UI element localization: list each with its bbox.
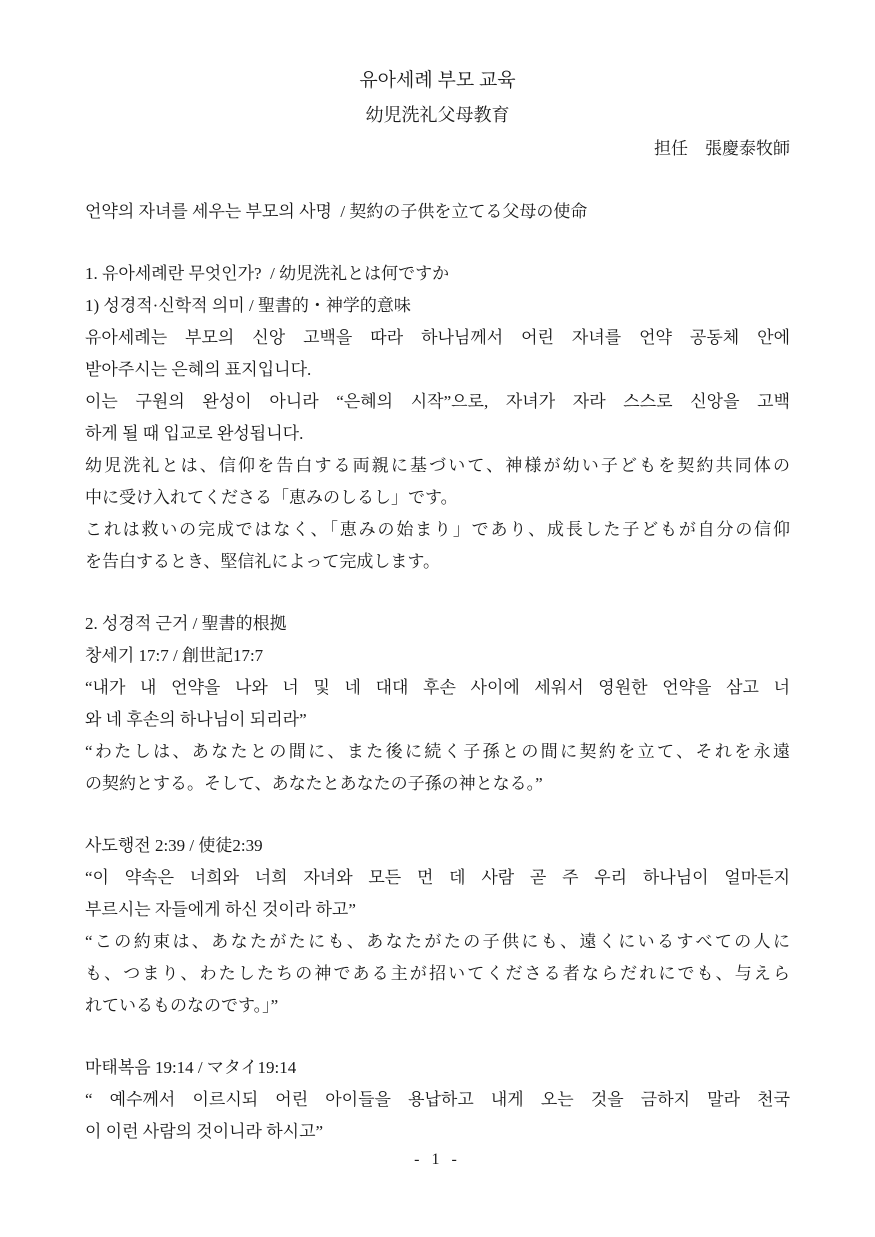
- text-line: 이는 구원의 완성이 아니라 “은혜의 시작”으로, 자녀가 자라 스스로 신앙을 고백: [85, 392, 790, 411]
- text-line: “わたしは、あなたとの間に、また後に続く子孫との間に契約を立て、それを永遠: [85, 742, 790, 761]
- scripture-ref-matthew: 마태복음 19:14 / マタイ19:14: [85, 1058, 297, 1077]
- text-line: “ 예수께서 이르시되 어린 아이들을 용납하고 내게 오는 것을 금하지 말라 천국: [85, 1090, 790, 1109]
- text-line: 와 네 후손의 하나님이 되리라”: [85, 710, 307, 729]
- section-2-heading: 2. 성경적 근거 / 聖書的根拠: [85, 614, 287, 633]
- text-line: を告白するとき、堅信礼によって完成します。: [85, 552, 440, 571]
- scripture-ref-genesis: 창세기 17:7 / 創世記17:7: [85, 646, 264, 665]
- text-line: “내가 내 언약을 나와 너 및 네 대대 후손 사이에 세워서 영원한 언약을 삼고 너: [85, 678, 790, 697]
- text-line: も、つまり、わたしたちの神である主が招いてくださる者ならだれにでも、与えら: [85, 964, 790, 983]
- page-title-korean: 유아세례 부모 교육: [359, 70, 516, 91]
- text-line: “この約束は、あなたがたにも、あなたがたの子供にも、遠くにいるすべての人に: [85, 932, 790, 951]
- subsection-1-1-heading: 1) 성경적·신학적 의미 / 聖書的・神学的意味: [85, 296, 411, 315]
- section-1-heading: 1. 유아세례란 무엇인가? / 幼児洗礼とは何ですか: [85, 264, 450, 283]
- document-lines: [85, 196, 790, 1148]
- text-line: 유아세례는 부모의 신앙 고백을 따라 하나님께서 어린 자녀를 언약 공동체 안에: [85, 328, 790, 347]
- text-line: 하게 될 때 입교로 완성됩니다.: [85, 424, 304, 443]
- thesis-heading: 언약의 자녀를 세우는 부모의 사명 / 契約の子供を立てる父母の使命: [85, 202, 588, 221]
- text-line: れているものなのです。」”: [85, 996, 279, 1015]
- page-number: - 1 -: [414, 1151, 461, 1168]
- text-line: 이 이런 사람의 것이니라 하시고”: [85, 1122, 324, 1141]
- text-line: これは救いの完成ではなく、「恵みの始まり」であり、成長した子どもが自分の信仰: [85, 520, 790, 539]
- text-line: の契約とする。そして、あなたとあなたの子孫の神となる。”: [85, 774, 543, 793]
- text-line: 中に受け入れてくださる「恵みのしるし」です。: [85, 488, 458, 507]
- document-content: [85, 64, 790, 1148]
- author-byline: 担任 張慶泰牧師: [654, 139, 790, 158]
- text-line: 받아주시는 은혜의 표지입니다.: [85, 360, 312, 379]
- text-line: 부르시는 자들에게 하신 것이라 하고”: [85, 900, 356, 919]
- scripture-ref-acts: 사도행전 2:39 / 使徒2:39: [85, 836, 263, 855]
- text-line: “이 약속은 너희와 너희 자녀와 모든 먼 데 사람 곧 주 우리 하나님이 얼마든지: [85, 868, 790, 887]
- page-title-japanese: 幼児洗礼父母教育: [365, 105, 510, 125]
- text-line: 幼児洗礼とは、信仰を告白する両親に基づいて、神様が幼い子どもを契約共同体の: [85, 456, 790, 475]
